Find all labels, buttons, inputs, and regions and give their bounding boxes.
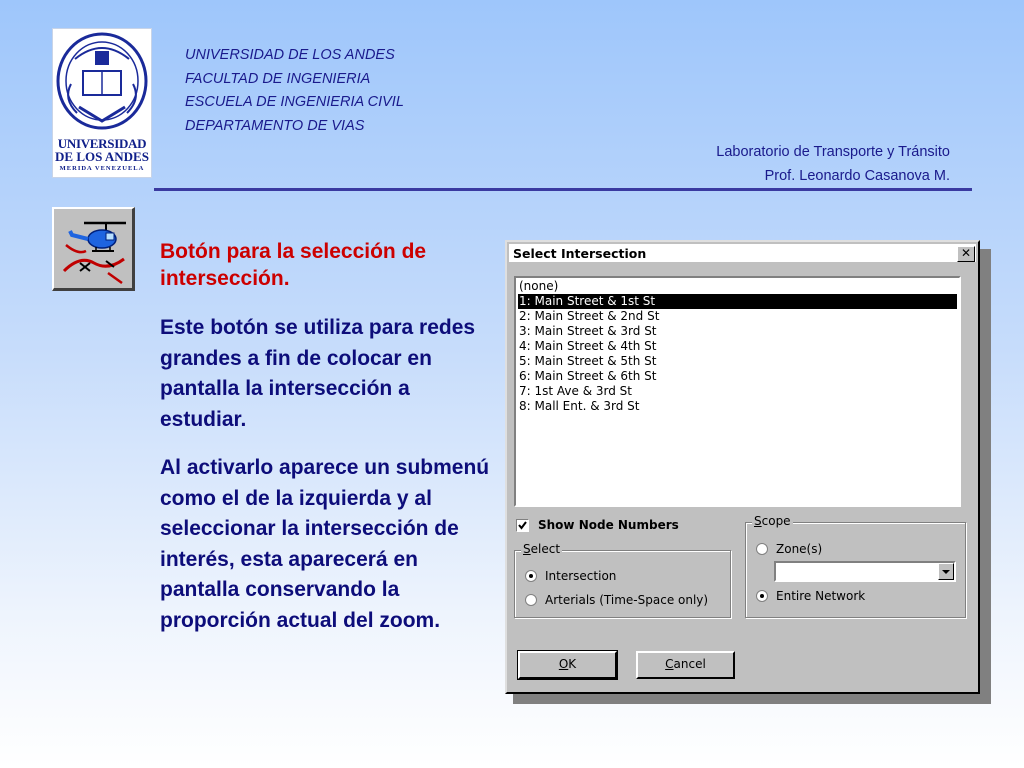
select-group-label: Select: [523, 542, 561, 556]
institution-header: [185, 44, 404, 138]
chevron-down-icon[interactable]: [938, 563, 954, 580]
header-divider: [154, 188, 972, 191]
institution-line: ESCUELA DE INGENIERIA CIVIL: [185, 94, 404, 110]
select-group: [514, 542, 731, 618]
checkmark-icon: [517, 520, 528, 531]
slide-paragraph-2: Al activarlo aparece un submenú como el de la izquierda y al seleccionar la intersección de interés, esta aparecerá en pantalla conservando la proporción actual del zoom.: [160, 456, 490, 632]
institution-line: DEPARTAMENTO DE VIAS: [185, 117, 365, 134]
list-item[interactable]: 8: Mall Ent. & 3rd St: [519, 399, 640, 413]
list-item[interactable]: 2: Main Street & 2nd St: [519, 309, 660, 323]
professor-name: Prof. Leonardo Casanova M.: [764, 168, 950, 184]
institution-line: UNIVERSIDAD DE LOS ANDES: [185, 47, 395, 63]
radio-intersection-label: Intersection: [545, 569, 617, 583]
scope-group: [745, 514, 966, 618]
list-item[interactable]: 5: Main Street & 5th St: [519, 354, 657, 368]
radio-zones-label: Zone(s): [776, 542, 823, 556]
logo-text-line1: UNIVERSIDAD: [57, 136, 147, 151]
university-logo: [52, 28, 152, 178]
radio-arterials-label: Arterials (Time-Space only): [545, 593, 709, 607]
show-node-numbers-label: Show Node Numbers: [538, 518, 679, 532]
list-item[interactable]: 4: Main Street & 4th St: [519, 339, 657, 353]
radio-arterials[interactable]: [525, 594, 537, 606]
institution-line: FACULTAD DE INGENIERIA: [185, 70, 371, 87]
helicopter-intersection-icon: [56, 211, 132, 287]
close-icon: ✕: [960, 246, 972, 260]
logo-text-line3: MERIDA VENEZUELA: [59, 165, 145, 172]
select-intersection-tool-button[interactable]: [52, 207, 135, 291]
dialog-title-bar[interactable]: [509, 244, 976, 262]
lab-credit: [716, 140, 950, 188]
dialog-title: Select Intersection: [513, 246, 647, 261]
zone-select[interactable]: [774, 561, 956, 582]
list-item[interactable]: 6: Main Street & 6th St: [519, 369, 657, 383]
list-item[interactable]: 1: Main Street & 1st St: [518, 294, 957, 309]
radio-zones[interactable]: [756, 543, 768, 555]
list-item[interactable]: 7: 1st Ave & 3rd St: [519, 384, 632, 398]
list-item[interactable]: 3: Main Street & 3rd St: [519, 324, 657, 338]
university-seal-icon: [53, 29, 151, 137]
close-button[interactable]: [957, 246, 975, 262]
intersection-listbox[interactable]: [514, 276, 961, 507]
select-intersection-dialog: [505, 240, 980, 694]
cancel-button[interactable]: Cancel: [636, 651, 735, 679]
radio-intersection[interactable]: [525, 570, 537, 582]
logo-text-line2: DE LOS ANDES: [55, 149, 149, 164]
scope-group-label: Scope: [754, 514, 791, 528]
radio-entire-network[interactable]: [756, 590, 768, 602]
slide-title: Botón para la selección de intersección.: [160, 240, 427, 290]
ok-button[interactable]: OK: [518, 651, 617, 679]
radio-entire-network-label: Entire Network: [776, 589, 866, 603]
slide-paragraph-1: Este botón se utiliza para redes grandes a fin de colocar en pantalla la intersección a estudiar.: [160, 316, 476, 431]
show-node-numbers-checkbox[interactable]: [516, 519, 529, 532]
list-item[interactable]: (none): [519, 279, 559, 293]
lab-name: Laboratorio de Transporte y Tránsito: [716, 144, 950, 160]
